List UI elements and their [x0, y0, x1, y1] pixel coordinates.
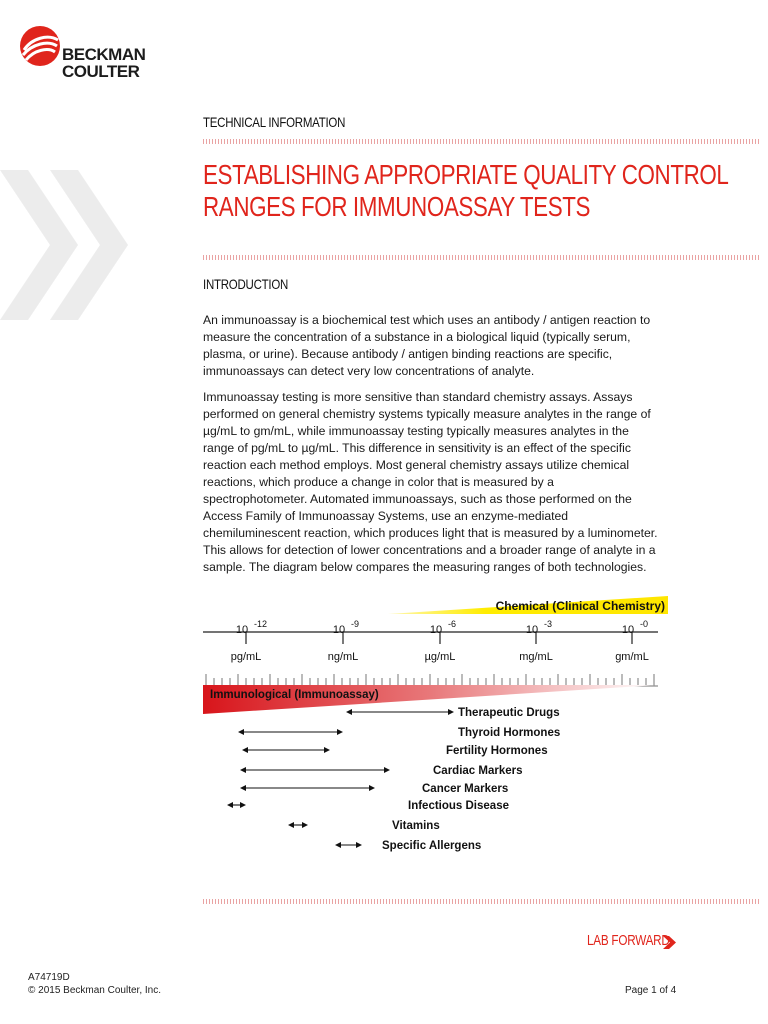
- scale-tick-label: 10: [621, 624, 635, 636]
- range-label: Fertility Hormones: [446, 745, 548, 757]
- title-line1: ESTABLISHING APPROPRIATE QUALITY CONTROL: [203, 159, 729, 190]
- scale-unit-label: gm/mL: [615, 651, 649, 663]
- scale-tick-label: 10: [235, 624, 249, 636]
- arrowhead-left: [240, 767, 246, 773]
- arrowhead-left: [288, 822, 294, 828]
- chevrons-decoration: [0, 165, 130, 325]
- range-label: Cardiac Markers: [433, 765, 523, 777]
- scale-tick-label: 10: [525, 624, 539, 636]
- lab-forward-tagline: LAB FORWARD: [587, 932, 670, 949]
- page-title: [203, 159, 729, 223]
- hatch-divider: [203, 255, 759, 260]
- copyright: © 2015 Beckman Coulter, Inc.: [28, 985, 161, 996]
- arrowhead-right: [448, 709, 454, 715]
- arrowhead-right: [337, 729, 343, 735]
- arrowhead-left: [238, 729, 244, 735]
- range-label: Vitamins: [392, 820, 440, 832]
- arrowhead-left: [227, 802, 233, 808]
- logo-line2: COULTER: [62, 62, 140, 81]
- arrowhead-right: [324, 747, 330, 753]
- logo-wordmark: [62, 46, 145, 80]
- scale-exponent: -9: [351, 619, 360, 629]
- scale-exponent: -6: [448, 619, 457, 629]
- arrowhead-right: [240, 802, 246, 808]
- range-label: Infectious Disease: [408, 800, 509, 812]
- arrowhead-right: [356, 842, 362, 848]
- paragraph-1: An immunoassay is a biochemical test which uses an antibody / antigen reaction to measure the concentration of a substance in a biological liquid (typically serum, plasma, or urine). Because antibody / antigen binding reactions are specific, immunoassays can detect very low concentrations of analyte.: [203, 313, 651, 378]
- scale-ticks: [231, 619, 649, 663]
- range-label: Cancer Markers: [422, 783, 509, 795]
- page-number: Page 1 of 4: [625, 985, 677, 996]
- document-id: A74719D: [28, 972, 70, 983]
- scale-unit-label: pg/mL: [230, 651, 262, 663]
- paragraph-2: Immunoassay testing is more sensitive than standard chemistry assays. Assays performed on general chemistry systems typically measure analytes in the range of µg/mL to gm/mL, while immunoassay testing typically measures analytes in the range of pg/mL to µg/mL. This difference in sensitivity is an effect of the specific reaction each method employs. Most general chemistry assays utilize chemical reactions, which produce a change in color that is measured by a spectrophotometer. Automated immunoassays, such as those performed on the Access Family of Immunoassay Systems, use an enzyme-mediated chemiluminescent reaction, which produces light that is measured by a luminometer. This allows for detection of lower concentrations and a broader range of analyte in a sample. The diagram below compares the measuring ranges of both technologies.: [203, 390, 658, 574]
- arrowhead-left: [346, 709, 352, 715]
- range-label: Specific Allergens: [382, 840, 482, 852]
- hatch-divider: [203, 139, 759, 144]
- range-label: Therapeutic Drugs: [458, 707, 560, 719]
- scale-exponent: -3: [544, 619, 553, 629]
- ruler-ticks: [206, 674, 654, 686]
- hatch-divider: [203, 899, 759, 904]
- chevron-right-icon: [663, 936, 677, 949]
- immuno-label: Immunological (Immunoassay): [210, 689, 379, 701]
- range-arrows: [227, 707, 560, 852]
- scale-exponent: -0: [640, 619, 649, 629]
- logo-line1: BECKMAN: [62, 45, 146, 64]
- arrowhead-left: [335, 842, 341, 848]
- chemical-label: Chemical (Clinical Chemistry): [495, 599, 665, 613]
- measuring-range-diagram: [200, 590, 670, 862]
- scale-tick-label: 10: [429, 624, 443, 636]
- scale-unit-label: µg/mL: [424, 651, 456, 663]
- title-line2: RANGES FOR IMMUNOASSAY TESTS: [203, 191, 591, 222]
- arrowhead-right: [302, 822, 308, 828]
- arrowhead-right: [369, 785, 375, 791]
- arrowhead-right: [384, 767, 390, 773]
- range-label: Thyroid Hormones: [458, 727, 561, 739]
- scale-tick-label: 10: [332, 624, 346, 636]
- section-heading: INTRODUCTION: [203, 276, 289, 292]
- scale-unit-label: mg/mL: [519, 651, 553, 663]
- scale-exponent: -12: [254, 619, 268, 629]
- scale-unit-label: ng/mL: [327, 651, 359, 663]
- arrowhead-left: [240, 785, 246, 791]
- arrowhead-left: [242, 747, 248, 753]
- logo-mark-icon: [18, 24, 62, 68]
- category-label: TECHNICAL INFORMATION: [203, 114, 346, 130]
